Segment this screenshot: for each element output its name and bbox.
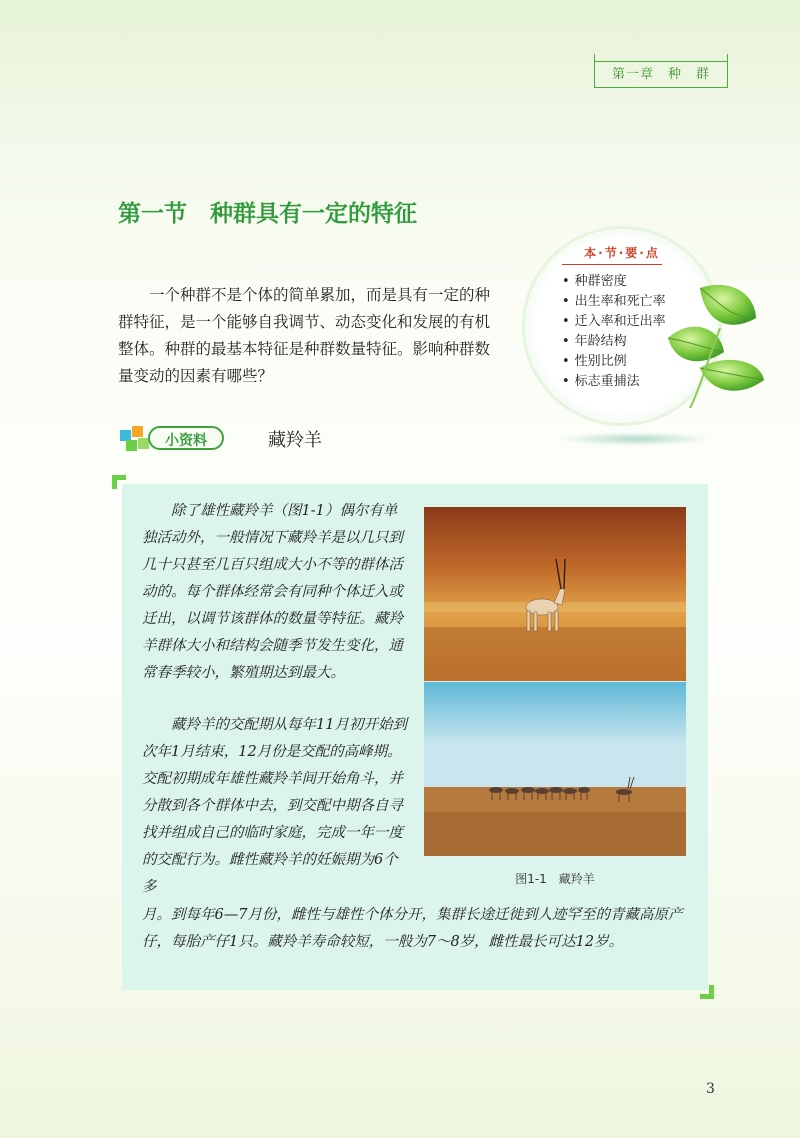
chapter-header bbox=[594, 54, 728, 88]
key-point-item: • 年龄结构 bbox=[562, 332, 666, 352]
info-paragraph: 藏羚羊的交配期从每年11月初开始到次年1月结束，12月份是交配的高峰期。交配初期成年雄性藏羚羊间开始角斗，并分散到各个群体中去，到交配中期各自寻找并组成自己的临时家庭，完成一年一度的交配行为。雌性藏羚羊的妊娠期为6个多 bbox=[142, 717, 407, 895]
info-paragraph: 月。到每年6—7月份，雌性与雄性个体分开，集群长途迁徙到人迹罕至的青藏高原产仔，每胎产仔1只。藏羚羊寿命较短，一般为7～8岁，雌性最长可达12岁。 bbox=[142, 907, 683, 950]
key-point-item: • 性别比例 bbox=[562, 352, 666, 372]
chapter-title: 第一章 种 群 bbox=[611, 67, 710, 82]
info-label-text: 小资料 bbox=[165, 433, 207, 449]
section-title: 第一节 种群具有一定的特征 bbox=[118, 201, 417, 227]
key-point-item: • 标志重捕法 bbox=[562, 372, 666, 392]
key-points-title: 本·节·要·点 bbox=[584, 246, 660, 260]
corner-decoration bbox=[700, 985, 714, 999]
page-number: 3 bbox=[706, 1081, 715, 1097]
corner-decoration bbox=[112, 475, 126, 489]
antelope-herd-photo bbox=[424, 682, 686, 856]
info-label bbox=[118, 422, 230, 452]
figure-caption: 图1-1 藏羚羊 bbox=[515, 872, 595, 886]
key-point-item: • 迁入率和迁出率 bbox=[562, 312, 666, 332]
key-point-item: • 出生率和死亡率 bbox=[562, 292, 666, 312]
panel-shadow bbox=[560, 432, 710, 446]
leaf-decoration-icon bbox=[660, 268, 770, 418]
key-point-item: • 种群密度 bbox=[562, 272, 666, 292]
antelope-photo bbox=[424, 507, 686, 681]
intro-paragraph: 一个种群不是个体的简单累加，而是具有一定的种群特征，是一个能够自我调节、动态变化和发展的有机整体。种群的最基本特征是种群数量特征。影响种群数量变动的因素有哪些？ bbox=[118, 286, 491, 385]
key-points-list bbox=[562, 272, 666, 392]
info-topic: 藏羚羊 bbox=[268, 430, 322, 451]
info-paragraph: 除了雄性藏羚羊（图1-1）偶尔有单独活动外，一般情况下藏羚羊是以几只到几十只甚至几百只组成大小不等的群体活动的。每个群体经常会有同种个体迁入或迁出，以调节该群体的数量等特征。藏羚羊群体大小和结构会随季节发生变化，通常春季较小，繁殖期达到最大。 bbox=[142, 503, 403, 681]
